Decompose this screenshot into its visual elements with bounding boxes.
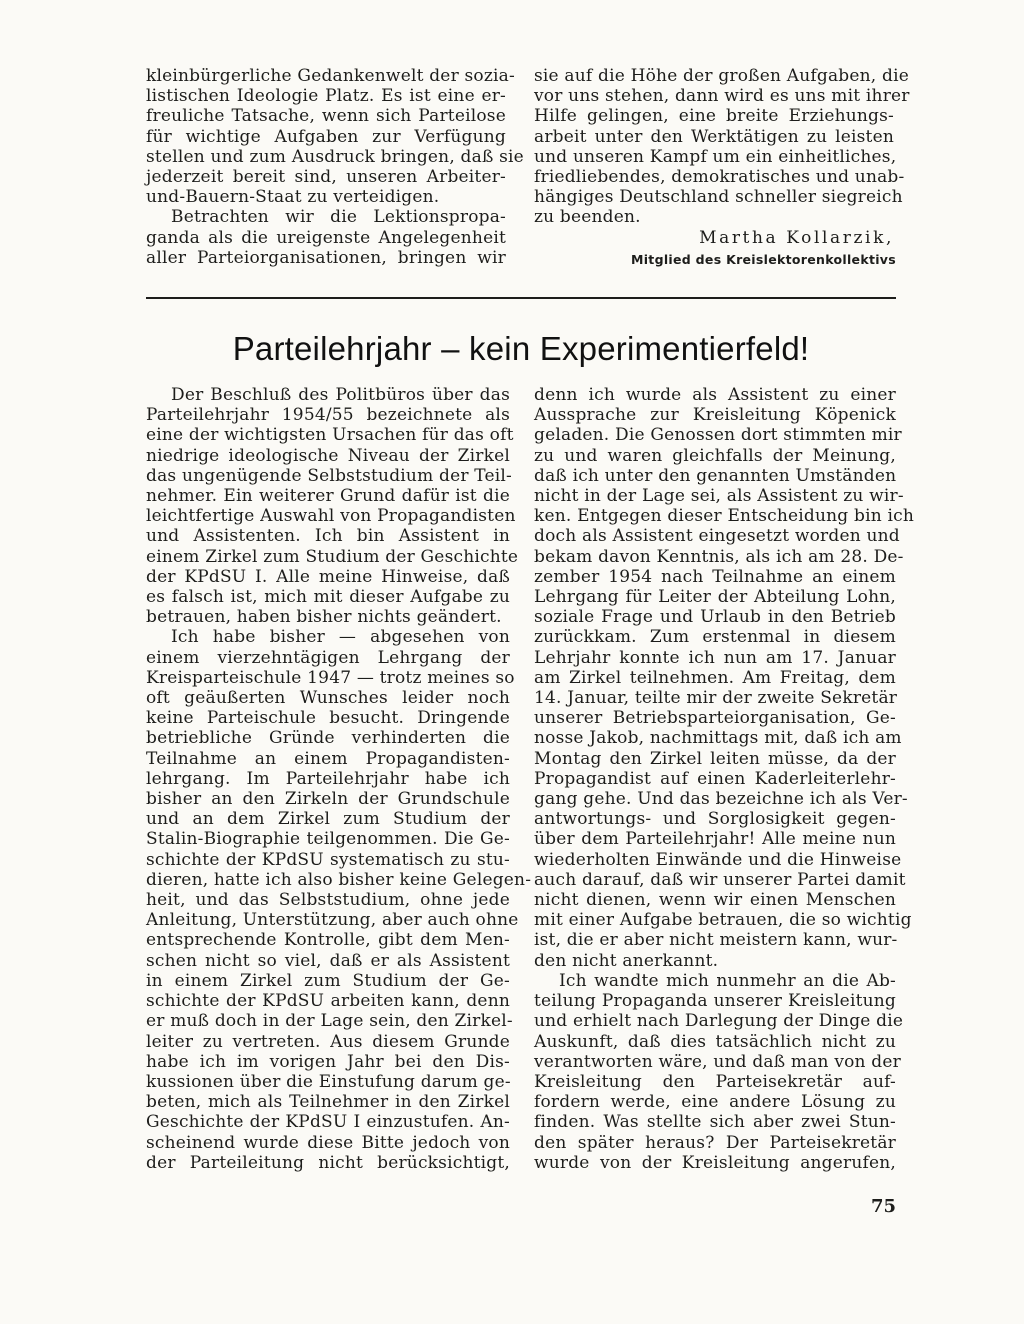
text-line: sie auf die Höhe der großen Aufgaben, die (534, 66, 909, 86)
text-line: Ich habe bisher — abgesehen von (171, 627, 510, 648)
text-line: Betrachten wir die Lektionspropa- (171, 207, 506, 228)
text-line: ken. Entgegen dieser Entscheidung bin ich (534, 506, 914, 527)
text-line: vor uns stehen, dann wird es uns mit ihrer (534, 86, 910, 107)
text-line: Stalin-Biographie teilgenommen. Die Ge- (146, 829, 510, 850)
text-line: in einem Zirkel zum Studium der Ge- (146, 970, 510, 991)
text-line: Der Beschluß des Politbüros über das (171, 385, 510, 405)
text-line: kussionen über die Einstufung darum ge- (146, 1071, 511, 1092)
continuation-column-right (534, 66, 910, 228)
text-line: nehmer. Ein weiterer Grund dafür ist die (146, 486, 510, 507)
text-line: den nicht anerkannt. (534, 950, 719, 971)
text-line: am Zirkel teilnehmen. Am Freitag, dem (534, 667, 896, 688)
text-line: habe ich im vorigen Jahr bei den Dis- (146, 1051, 510, 1072)
text-line: Geschichte der KPdSU I einzustufen. An- (146, 1112, 510, 1133)
text-line: Aussprache zur Kreisleitung Köpenick (534, 405, 896, 426)
text-line: nicht in der Lage sei, als Assistent zu wir- (534, 486, 904, 507)
text-line: den später heraus? Der Parteisekretär (534, 1132, 896, 1153)
text-line: dieren, hatte ich also bisher keine Gelegen- (146, 869, 532, 890)
text-line: kleinbürgerliche Gedankenwelt der sozia- (146, 66, 515, 86)
text-line: zember 1954 nach Teilnahme an einem (534, 566, 896, 587)
text-line: Montag den Zirkel leiten müsse, da der (534, 748, 896, 769)
text-line: Teilnahme an einem Propagandisten- (146, 748, 510, 769)
article-column-right (534, 385, 914, 1173)
text-line: über dem Parteilehrjahr! Alle meine nun (534, 829, 896, 850)
text-line: ist, die er aber nicht meistern kann, wur- (534, 930, 898, 951)
text-line: scheinend wurde diese Bitte jedoch von (146, 1132, 510, 1153)
text-line: beten, mich als Teilnehmer in den Zirkel (146, 1092, 510, 1113)
text-line: nicht dienen, wenn wir einen Menschen (534, 890, 896, 911)
text-line: es falsch ist, mich mit dieser Aufgabe zu (146, 587, 510, 608)
text-line: friedliebendes, demokratisches und unab- (534, 167, 905, 188)
text-line: betrauen, haben bisher nichts geändert. (146, 607, 502, 628)
text-line: denn ich wurde als Assistent zu einer (534, 385, 896, 405)
text-line: Lehrgang für Leiter der Abteilung Lohn, (534, 587, 896, 608)
text-line: für wichtige Aufgaben zur Verfügung (146, 126, 506, 147)
text-line: heit, und das Selbststudium, ohne jede (146, 890, 510, 911)
text-line: er muß doch in der Lage sein, den Zirkel- (146, 1011, 513, 1032)
text-line: lehrgang. Im Parteilehrjahr habe ich (146, 768, 510, 789)
text-line: nosse Jakob, nachmittags mit, daß ich am (534, 728, 902, 749)
text-line: leiter zu vertreten. Aus diesem Grunde (146, 1031, 510, 1052)
text-line: bisher an den Zirkeln der Grundschule (146, 789, 510, 810)
text-line: 14. Januar, teilte mir der zweite Sekretär (534, 688, 898, 709)
text-line: Lehrjahr konnte ich nun am 17. Januar (534, 647, 896, 668)
text-line: keine Parteischule besucht. Dringende (146, 708, 510, 729)
text-line: einem vierzehntägigen Lehrgang der (146, 647, 510, 668)
text-line: hängiges Deutschland schneller siegreich (534, 187, 903, 208)
text-line: Auskunft, daß dies tatsächlich nicht zu (534, 1031, 896, 1052)
text-line: der Parteileitung nicht berücksichtigt, (146, 1152, 510, 1173)
continuation-column-left (146, 66, 524, 268)
section-divider (146, 297, 896, 299)
text-line: aller Parteiorganisationen, bringen wir (146, 247, 506, 268)
text-line: geladen. Die Genossen dort stimmten mir (534, 425, 902, 446)
text-line: zu und waren gleichfalls der Meinung, (534, 445, 896, 466)
text-line: Anleitung, Unterstützung, aber auch ohne (146, 910, 519, 931)
text-line: verantworten wäre, und daß man von der (534, 1051, 901, 1072)
text-line: das ungenügende Selbststudium der Teil- (146, 465, 512, 486)
text-line: soziale Frage und Urlaub in den Betrieb (534, 607, 896, 628)
text-line: mit einer Aufgabe betrauen, die so wichtig (534, 910, 912, 931)
text-line: arbeit unter den Werktätigen zu leisten (534, 126, 894, 147)
text-line: fordern werde, eine andere Lösung zu (534, 1092, 896, 1113)
article-column-left (146, 385, 532, 1173)
text-line: wiederholten Einwände und die Hinweise (534, 849, 902, 870)
text-line: zurückkam. Zum erstenmal in diesem (534, 627, 896, 648)
text-line: oft geäußerten Wunsches leider noch (146, 688, 510, 709)
text-line: teilung Propaganda unserer Kreisleitung (534, 991, 896, 1012)
text-line: Ich wandte mich nunmehr an die Ab- (559, 970, 896, 991)
text-line: Kreisleitung den Parteisekretär auf- (534, 1071, 896, 1092)
text-line: stellen und zum Ausdruck bringen, daß sie (146, 146, 524, 167)
text-line: unserer Betriebsparteiorganisation, Ge- (534, 708, 896, 729)
text-line: ganda als die ureigenste Angelegenheit (146, 227, 506, 248)
text-line: schen nicht so viel, daß er als Assistent (146, 950, 510, 971)
text-line: listischen Ideologie Platz. Es ist eine er- (146, 86, 506, 107)
text-line: schichte der KPdSU systematisch zu stu- (146, 849, 510, 870)
author-name: Martha Kollarzik, (699, 228, 894, 248)
text-line: Propagandist auf einen Kaderleiterlehr- (534, 768, 896, 789)
text-line: jederzeit bereit sind, unseren Arbeiter- (146, 167, 506, 188)
text-line: daß ich unter den genannten Umständen (534, 465, 897, 486)
text-line: bekam davon Kenntnis, als ich am 28. De- (534, 546, 904, 567)
text-line: Hilfe gelingen, eine breite Erziehungs- (534, 106, 894, 127)
text-line: entsprechende Kontrolle, gibt dem Men- (146, 930, 510, 951)
text-line: einem Zirkel zum Studium der Geschichte (146, 546, 519, 567)
text-line: schichte der KPdSU arbeiten kann, denn (146, 991, 510, 1012)
page-number: 75 (870, 1196, 896, 1217)
text-line: Kreisparteischule 1947 — trotz meines so (146, 667, 515, 688)
text-line: Parteilehrjahr 1954/55 bezeichnete als (146, 405, 510, 426)
text-line: und unseren Kampf um ein einheitliches, (534, 146, 897, 167)
article-headline: Parteilehrjahr – kein Experimentierfeld! (232, 330, 810, 367)
text-line: und Assistenten. Ich bin Assistent in (146, 526, 510, 547)
author-signature (534, 228, 896, 267)
text-line: zu beenden. (534, 207, 641, 228)
text-line: finden. Was stellte sich aber zwei Stun- (534, 1112, 896, 1133)
text-line: niedrige ideologische Niveau der Zirkel (146, 445, 510, 466)
text-line: doch als Assistent eingesetzt worden und (534, 526, 900, 547)
text-line: und erhielt nach Darlegung der Dinge die (534, 1011, 904, 1032)
author-role: Mitglied des Kreislektorenkollektivs (630, 252, 896, 267)
text-line: eine der wichtigsten Ursachen für das oft (146, 425, 514, 446)
text-line: gang gehe. Und das bezeichne ich als Ver- (534, 789, 908, 810)
text-line: wurde von der Kreisleitung angerufen, (534, 1152, 896, 1173)
text-line: und an dem Zirkel zum Studium der (146, 809, 510, 830)
text-line: antwortungs- und Sorglosigkeit gegen- (534, 809, 896, 830)
text-line: leichtfertige Auswahl von Propagandisten (146, 506, 516, 527)
text-line: auch darauf, daß wir unserer Partei damit (534, 869, 906, 890)
text-line: und-Bauern-Staat zu verteidigen. (146, 187, 440, 208)
text-line: freuliche Tatsache, wenn sich Parteilose (146, 106, 506, 127)
text-line: betriebliche Gründe verhinderten die (146, 728, 510, 749)
text-line: der KPdSU I. Alle meine Hinweise, daß (146, 566, 510, 587)
